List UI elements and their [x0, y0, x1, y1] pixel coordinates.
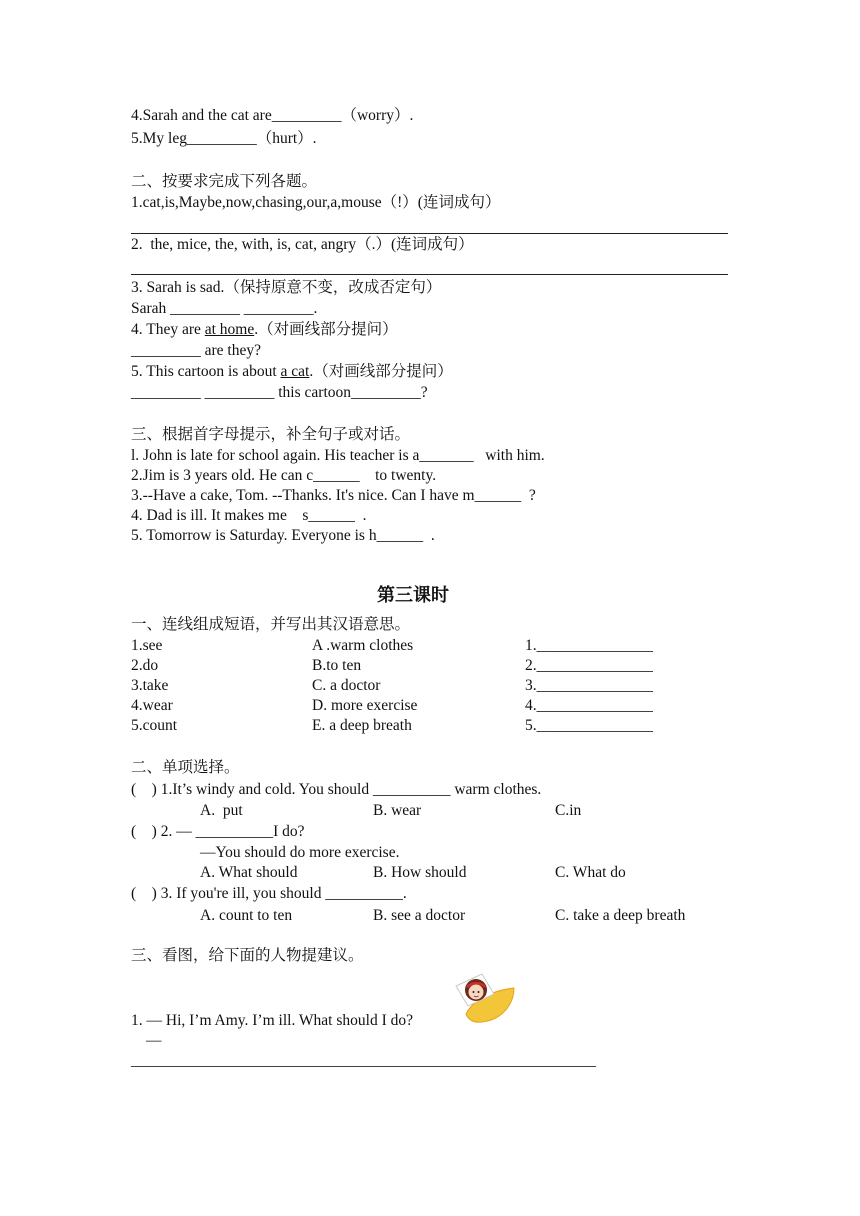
choice-2-response: —You should do more exercise.	[200, 844, 400, 861]
advice-answer-line: ____________________________________________________________	[131, 1052, 596, 1069]
match-right-a: A .warm clothes	[312, 637, 414, 654]
choice-2-option-b: B. How should	[373, 864, 467, 881]
advice-dash: —	[146, 1032, 162, 1049]
match-left-2: 2.do	[131, 657, 159, 674]
advice-heading: 三、看图，给下面的人物提建议。	[131, 947, 364, 964]
question-b5	[131, 362, 453, 382]
question-b5-underlined: a cat	[280, 363, 310, 380]
question-c2: 2.Jim is 3 years old. He can c______ to twenty.	[131, 467, 437, 484]
choice-heading: 二、单项选择。	[131, 759, 240, 776]
question-c3: 3.--Have a cake, Tom. --Thanks. It's nice. Can I have m______ ?	[131, 487, 536, 504]
choice-question-3: ( ) 3. If you're ill, you should __________.	[131, 885, 407, 902]
question-b1: 1.cat,is,Maybe,now,chasing,our,a,mouse（!）(连词成句）	[131, 194, 501, 211]
answer-line-b2	[131, 274, 728, 275]
choice-2-option-a: A. What should	[200, 864, 298, 881]
question-b3: 3. Sarah is sad.（保持原意不变，改成否定句）	[131, 279, 442, 296]
match-right-b: B.to ten	[312, 657, 362, 674]
choice-1-option-c: C.in	[555, 802, 582, 819]
lesson-title: 第三课时	[377, 585, 449, 605]
match-blank-2: 2._______________	[525, 657, 653, 674]
question-c5: 5. Tomorrow is Saturday. Everyone is h______ .	[131, 527, 435, 544]
match-left-5: 5.count	[131, 717, 178, 734]
choice-question-2: ( ) 2. — __________I do?	[131, 823, 305, 840]
answer-b3: Sarah _________ _________.	[131, 300, 318, 317]
answer-b4: _________ are they?	[131, 342, 261, 359]
match-right-e: E. a deep breath	[312, 717, 412, 734]
answer-line-b1	[131, 233, 728, 234]
answer-b5: _________ _________ this cartoon_________?	[131, 384, 428, 401]
section-c-heading: 三、根据首字母提示，补全句子或对话。	[131, 426, 411, 443]
choice-3-option-c: C. take a deep breath	[555, 907, 686, 924]
match-right-d: D. more exercise	[312, 697, 418, 714]
match-blank-4: 4._______________	[525, 697, 653, 714]
match-left-1: 1.see	[131, 637, 163, 654]
match-right-c: C. a doctor	[312, 677, 381, 694]
question-a5: 5.My leg_________（hurt）.	[131, 130, 317, 147]
sick-girl-illustration	[452, 968, 518, 1024]
question-c1: l. John is late for school again. His teacher is a_______ with him.	[131, 447, 545, 464]
choice-1-option-b: B. wear	[373, 802, 422, 819]
question-b4	[131, 320, 398, 340]
question-b4-text: 4. They are	[131, 321, 205, 338]
question-c4: 4. Dad is ill. It makes me s______ .	[131, 507, 367, 524]
choice-2-option-c: C. What do	[555, 864, 626, 881]
question-b4-underlined: at home	[204, 321, 255, 338]
match-heading: 一、连线组成短语，并写出其汉语意思。	[131, 616, 411, 633]
choice-1-option-a: A. put	[200, 802, 243, 819]
choice-question-1: ( ) 1.It’s windy and cold. You should __________ warm clothes.	[131, 781, 542, 798]
question-b5-instruction: .（对画线部分提问）	[309, 363, 453, 380]
match-left-3: 3.take	[131, 677, 169, 694]
match-blank-3: 3._______________	[525, 677, 653, 694]
match-left-4: 4.wear	[131, 697, 173, 714]
question-b5-text: 5. This cartoon is about	[131, 363, 281, 380]
choice-3-option-a: A. count to ten	[200, 907, 293, 924]
question-b2: 2. the, mice, the, with, is, cat, angry（.）(连词成句）	[131, 236, 474, 253]
section-b-heading: 二、按要求完成下列各题。	[131, 173, 318, 190]
question-a4: 4.Sarah and the cat are_________（worry）.	[131, 107, 414, 124]
advice-question-1: 1. — Hi, I’m Amy. I’m ill. What should I do?	[131, 1012, 413, 1029]
question-b4-instruction: .（对画线部分提问）	[254, 321, 398, 338]
match-blank-1: 1._______________	[525, 637, 653, 654]
choice-3-option-b: B. see a doctor	[373, 907, 466, 924]
match-blank-5: 5._______________	[525, 717, 653, 734]
